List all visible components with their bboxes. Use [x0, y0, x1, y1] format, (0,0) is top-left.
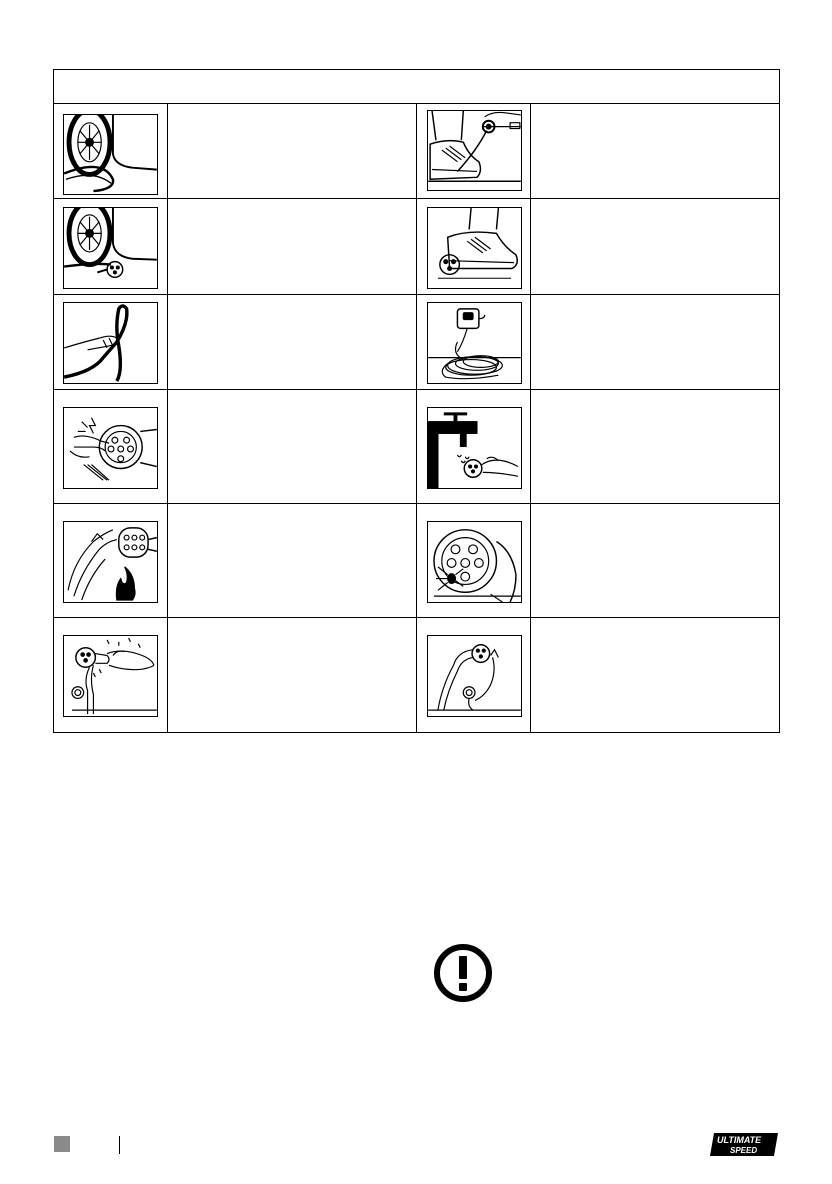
cable-kink-icon [63, 302, 158, 384]
row-divider [54, 389, 779, 390]
ultimate-speed-logo [710, 1132, 780, 1157]
page-marker [54, 1136, 70, 1152]
row-divider [54, 617, 779, 618]
table-header [54, 70, 779, 104]
tyre-over-cable-icon [63, 114, 158, 195]
connector-sparks-icon [63, 407, 158, 489]
connector-cap-icon [427, 635, 522, 717]
tap-water-icon [427, 407, 522, 489]
footer-divider [119, 1136, 120, 1154]
tyre-over-connector-icon [63, 207, 158, 289]
wet-hands-icon [63, 635, 158, 717]
row-divider [54, 503, 779, 504]
connector-insect-icon [427, 521, 522, 603]
row-divider [54, 294, 779, 295]
cable-tangle-icon [427, 302, 522, 384]
row-divider [54, 198, 779, 199]
foot-on-cable-icon [427, 110, 522, 191]
exclamation-circle-icon [432, 942, 494, 1004]
brand-line-1: ULTIMATE [717, 1135, 762, 1145]
foot-on-connector-icon [427, 207, 522, 289]
safety-pictogram-table [53, 69, 780, 733]
connector-fire-icon [63, 521, 158, 603]
brand-line-2: SPEED [730, 1146, 758, 1155]
